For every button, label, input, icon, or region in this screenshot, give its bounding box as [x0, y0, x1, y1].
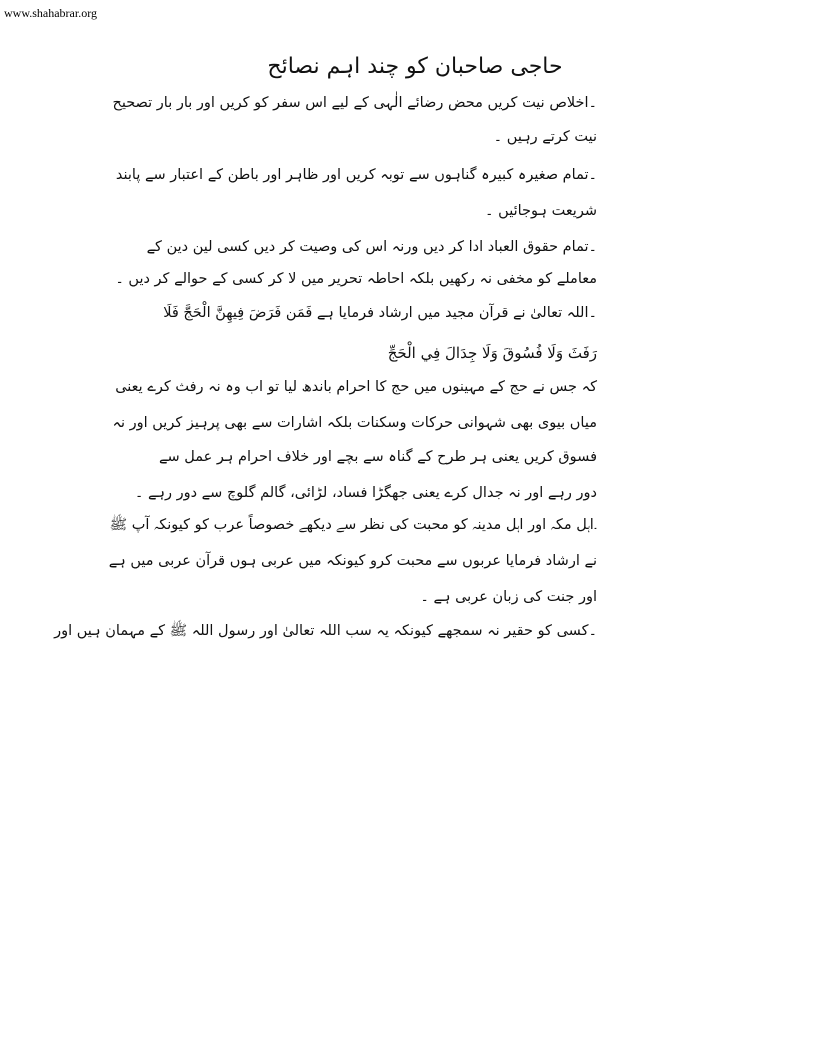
text-line-14: نے ارشاد فرمایا عربوں سے محبت کرو کیونکہ میں عربی ہوں قرآن عربی میں ہے	[108, 553, 597, 569]
page-title: حاجی صاحبان کو چند اہم نصائح	[267, 54, 563, 79]
text-line-2: نیت کرتے رہیں ۔	[493, 129, 597, 145]
site-url: www.shahabrar.org	[4, 6, 97, 20]
text-line-13: ۔اہل مکہ اور اہل مدینہ کو محبت کی نظر سے دیکھے خصوصاً عرب کو کیونکہ آپ ﷺ	[109, 517, 597, 533]
text-line-6: معاملے کو مخفی نہ رکھیں بلکہ احاطہ تحریر میں لا کر کسی کے حوالے کر دیں ۔	[115, 271, 597, 287]
text-line-7: ۔اللہ تعالیٰ نے قرآن مجید میں ارشاد فرمایا ہے فَمَن فَرَضَ فِيهِنَّ الْحَجَّ فَلَا	[163, 305, 597, 321]
quran-verse-line: رَفَثَ وَلَا فُسُوقَ وَلَا جِدَالَ فِي الْحَجِّ	[387, 344, 597, 362]
text-line-1: ۔اخلاص نیت کریں محض رضائے الٰہی کے لیے اس سفر کو کریں اور بار بار تصحیح	[112, 95, 597, 111]
text-line-11: فسوق کریں یعنی ہر طرح کے گناہ سے بچے اور خلاف احرام ہر عمل سے	[159, 449, 597, 465]
text-line-15: اور جنت کی زبان عربی ہے ۔	[420, 589, 597, 605]
text-line-12: دور رہے اور نہ جدال کرے یعنی جھگڑا فساد، لڑائی، گالم گلوچ سے دور رہے ۔	[134, 485, 597, 501]
text-line-5: ۔تمام حقوق العباد ادا کر دیں ورنہ اس کی وصیت کر دیں کسی لین دین کے	[146, 239, 597, 255]
text-line-3: ۔تمام صغیرہ کبیرہ گناہوں سے توبہ کریں اور ظاہر اور باطن کے اعتبار سے پابند	[115, 167, 597, 183]
text-line-9: کہ جس نے حج کے مہینوں میں حج کا احرام باندھ لیا تو اب وہ نہ رفث کرے یعنی	[115, 379, 597, 395]
text-line-10: میاں بیوی بھی شہوانی حرکات وسکنات بلکہ اشارات سے بھی پرہیز کریں اور نہ	[112, 415, 597, 431]
text-line-16: ۔کسی کو حقیر نہ سمجھے کیونکہ یہ سب اللہ تعالیٰ اور رسول اللہ ﷺ کے مہمان ہیں اور	[54, 623, 597, 639]
text-line-4: شریعت ہوجائیں ۔	[485, 203, 597, 219]
